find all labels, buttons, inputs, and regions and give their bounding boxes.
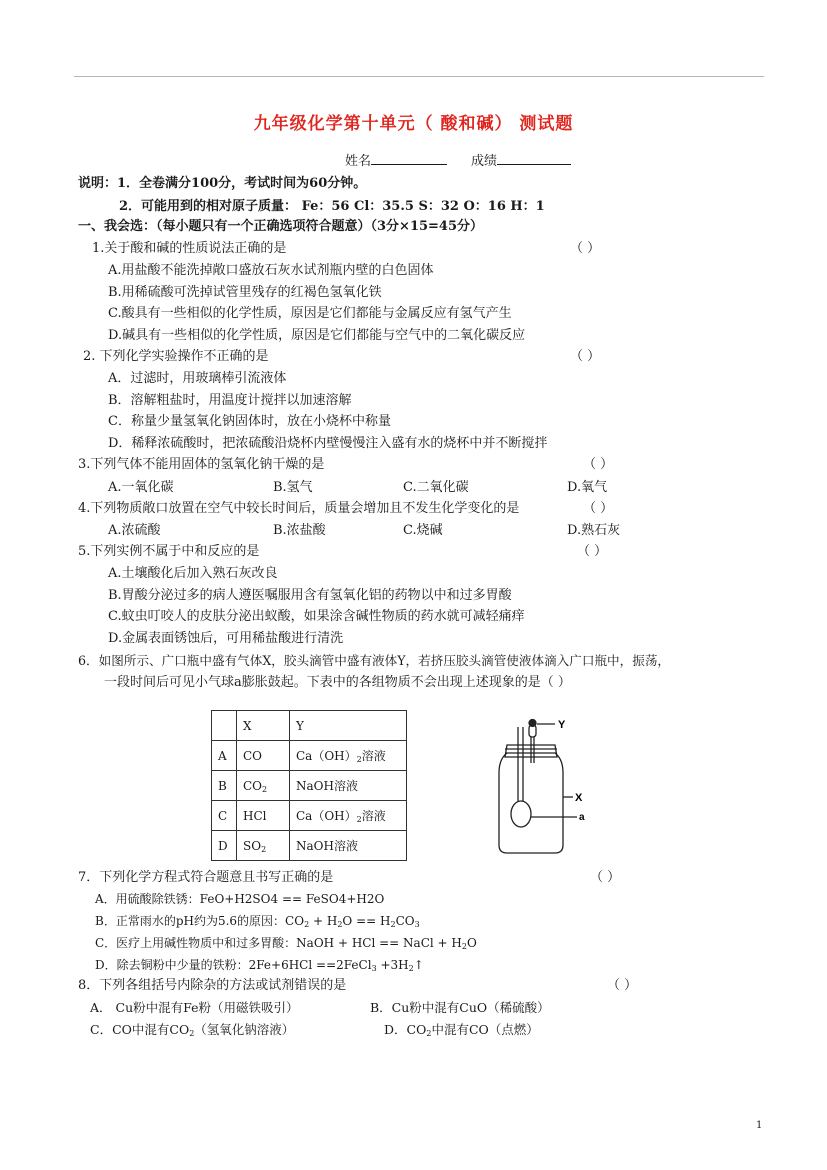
name-label: 姓名 <box>345 154 372 169</box>
instructions-line1: 说明：1．全卷满分100分，考试时间为60分钟。 <box>78 176 367 191</box>
q4-stem: 4.下列物质敞口放置在空气中较长时间后，质量会增加且不发生化学变化的是 <box>78 501 520 516</box>
q6-options-table <box>211 710 407 861</box>
header-rule <box>74 76 764 77</box>
page-number: 1 <box>756 1120 763 1131</box>
score-label: 成绩 <box>471 154 498 169</box>
q7-option-d: D．除去铜粉中少量的铁粉：2Fe+6HCl ==2FeCl$_3$ $+3H_2↑$ <box>95 958 424 973</box>
q7-option-c: C．医疗上用碱性物质中和过多胃酸：NaOH + HCl == NaCl + $H_2O$ <box>95 936 477 951</box>
q8-option-d: D．$CO_2$中混有CO（点燃） <box>384 1022 539 1038</box>
q3-option-b: B.氢气 <box>273 480 313 495</box>
q7-option-a: A．用硫酸除铁锈：FeO+H2SO4 == FeSO4+H2O <box>95 892 385 906</box>
q1-option-c: C.酸具有一些相似的化学性质，原因是它们都能与金属反应有氢气产生 <box>108 306 512 321</box>
label-a: a <box>579 812 585 823</box>
table-cell-x: CO <box>237 741 290 771</box>
q4-option-c: C.烧碱 <box>403 523 443 538</box>
table-cell-y: NaOH溶液 <box>290 831 407 861</box>
q5-option-a: A.土壤酸化后加入熟石灰改良 <box>108 566 278 581</box>
section-heading: 一、我会选：（每小题只有一个正确选项符合题意）（3分×15=45分） <box>78 219 484 234</box>
q1-option-a: A.用盐酸不能洗掉敞口盛放石灰水试剂瓶内壁的白色固体 <box>108 263 434 278</box>
instructions-line2: 2．可能用到的相对原子质量： Fe：56 Cl：35.5 S：32 O：16 H：1 <box>119 199 545 214</box>
table-row <box>212 741 407 771</box>
table-cell-y: NaOH溶液 <box>290 771 407 801</box>
flask-dropper-diagram <box>487 713 597 863</box>
table-header-cell: X <box>237 711 290 741</box>
table-cell-option: B <box>212 771 237 801</box>
table-header-row <box>212 711 407 741</box>
q2-answer-blank[interactable]: （ ） <box>570 349 601 364</box>
q5-option-b: B.胃酸分泌过多的病人遵医嘱服用含有氢氧化铝的药物以中和过多胃酸 <box>108 588 512 603</box>
q8-stem: 8．下列各组括号内除杂的方法或试剂错误的是 <box>78 978 347 993</box>
label-y: Y <box>558 719 566 731</box>
q2-option-c: C．称量少量氢氧化钠固体时，放在小烧杯中称量 <box>108 414 391 429</box>
q7-answer-blank[interactable]: （ ） <box>590 870 621 885</box>
q3-option-c: C.二氧化碳 <box>403 480 469 495</box>
q4-option-b: B.浓盐酸 <box>273 523 326 538</box>
q2-option-b: B．溶解粗盐时，用温度计搅拌以加速溶解 <box>108 393 352 408</box>
q3-stem: 3.下列气体不能用固体的氢氧化钠干燥的是 <box>78 457 325 472</box>
balloon-a <box>511 801 531 827</box>
table-cell-option: D <box>212 831 237 861</box>
q6-stem-line1: 6．如图所示、广口瓶中盛有气体X，胶头滴管中盛有液体Y，若挤压胶头滴管使液体滴入广口瓶中，振荡， <box>78 653 671 668</box>
q8-option-a: A． Cu粉中混有Fe粉（用磁铁吸引） <box>90 1000 299 1015</box>
table-header-cell: Y <box>290 711 407 741</box>
q1-stem: 1.关于酸和碱的性质说法正确的是 <box>92 241 287 256</box>
q8-option-b: B．Cu粉中混有CuO（稀硫酸） <box>370 1000 550 1015</box>
table-row <box>212 831 407 861</box>
score-blank[interactable] <box>497 152 571 165</box>
q1-option-b: B.用稀硫酸可洗掉试管里残存的红褐色氢氧化铁 <box>108 285 382 300</box>
table-row <box>212 771 407 801</box>
table-cell-option: A <box>212 741 237 771</box>
bottle-body <box>499 753 563 853</box>
q5-option-d: D.金属表面锈蚀后，可用稀盐酸进行清洗 <box>108 631 344 646</box>
q5-option-c: C.蚊虫叮咬人的皮肤分泌出蚁酸，如果涂含碱性物质的药水就可减轻痛痒 <box>108 609 525 624</box>
q8-answer-blank[interactable]: （ ） <box>607 978 638 993</box>
q4-option-a: A.浓硫酸 <box>108 523 161 538</box>
table-header-cell <box>212 711 237 741</box>
q7-option-b: B．正常雨水的pH约为5.6的原因：$CO_2 + H_2O == H_2CO_3$ <box>95 914 420 929</box>
label-x: X <box>575 792 583 804</box>
name-score-row <box>345 150 571 169</box>
q4-option-d: D.熟石灰 <box>567 523 621 538</box>
table-cell-x: HCl <box>237 801 290 831</box>
q2-stem: 2. 下列化学实验操作不正确的是 <box>83 349 269 364</box>
q5-answer-blank[interactable]: （ ） <box>577 544 608 559</box>
q2-option-a: A．过滤时，用玻璃棒引流液体 <box>108 371 287 386</box>
table-cell-x: $CO_2$ <box>237 771 290 801</box>
q4-answer-blank[interactable]: （ ） <box>583 501 614 516</box>
table-cell-y: $Ca(OH)_2$溶液 <box>290 801 407 831</box>
table-row <box>212 801 407 831</box>
q3-option-a: A.一氧化碳 <box>108 480 174 495</box>
q8-option-c: C．CO中混有$CO_2$（氢氧化钠溶液） <box>90 1022 295 1038</box>
q3-answer-blank[interactable]: （ ） <box>583 457 614 472</box>
q7-stem: 7．下列化学方程式符合题意且书写正确的是 <box>78 870 334 885</box>
q5-stem: 5.下列实例不属于中和反应的是 <box>78 544 260 559</box>
q6-stem-line2: 一段时间后可见小气球a膨胀鼓起。下表中的各组物质不会出现上述现象的是（ ） <box>104 675 571 690</box>
q2-option-d: D．稀释浓硫酸时，把浓硫酸沿烧杯内壁慢慢注入盛有水的烧杯中并不断搅拌 <box>108 436 548 451</box>
table-cell-y: $Ca(OH)_2$溶液 <box>290 741 407 771</box>
page-title: 九年级化学第十单元（ 酸和碱） 测试题 <box>253 114 574 134</box>
q3-option-d: D.氧气 <box>567 480 608 495</box>
q1-answer-blank[interactable]: （ ） <box>570 241 601 256</box>
q1-option-d: D.碱具有一些相似的化学性质，原因是它们都能与空气中的二氧化碳反应 <box>108 328 526 343</box>
name-blank[interactable] <box>371 152 447 165</box>
table-cell-x: $SO_2$ <box>237 831 290 861</box>
table-cell-option: C <box>212 801 237 831</box>
